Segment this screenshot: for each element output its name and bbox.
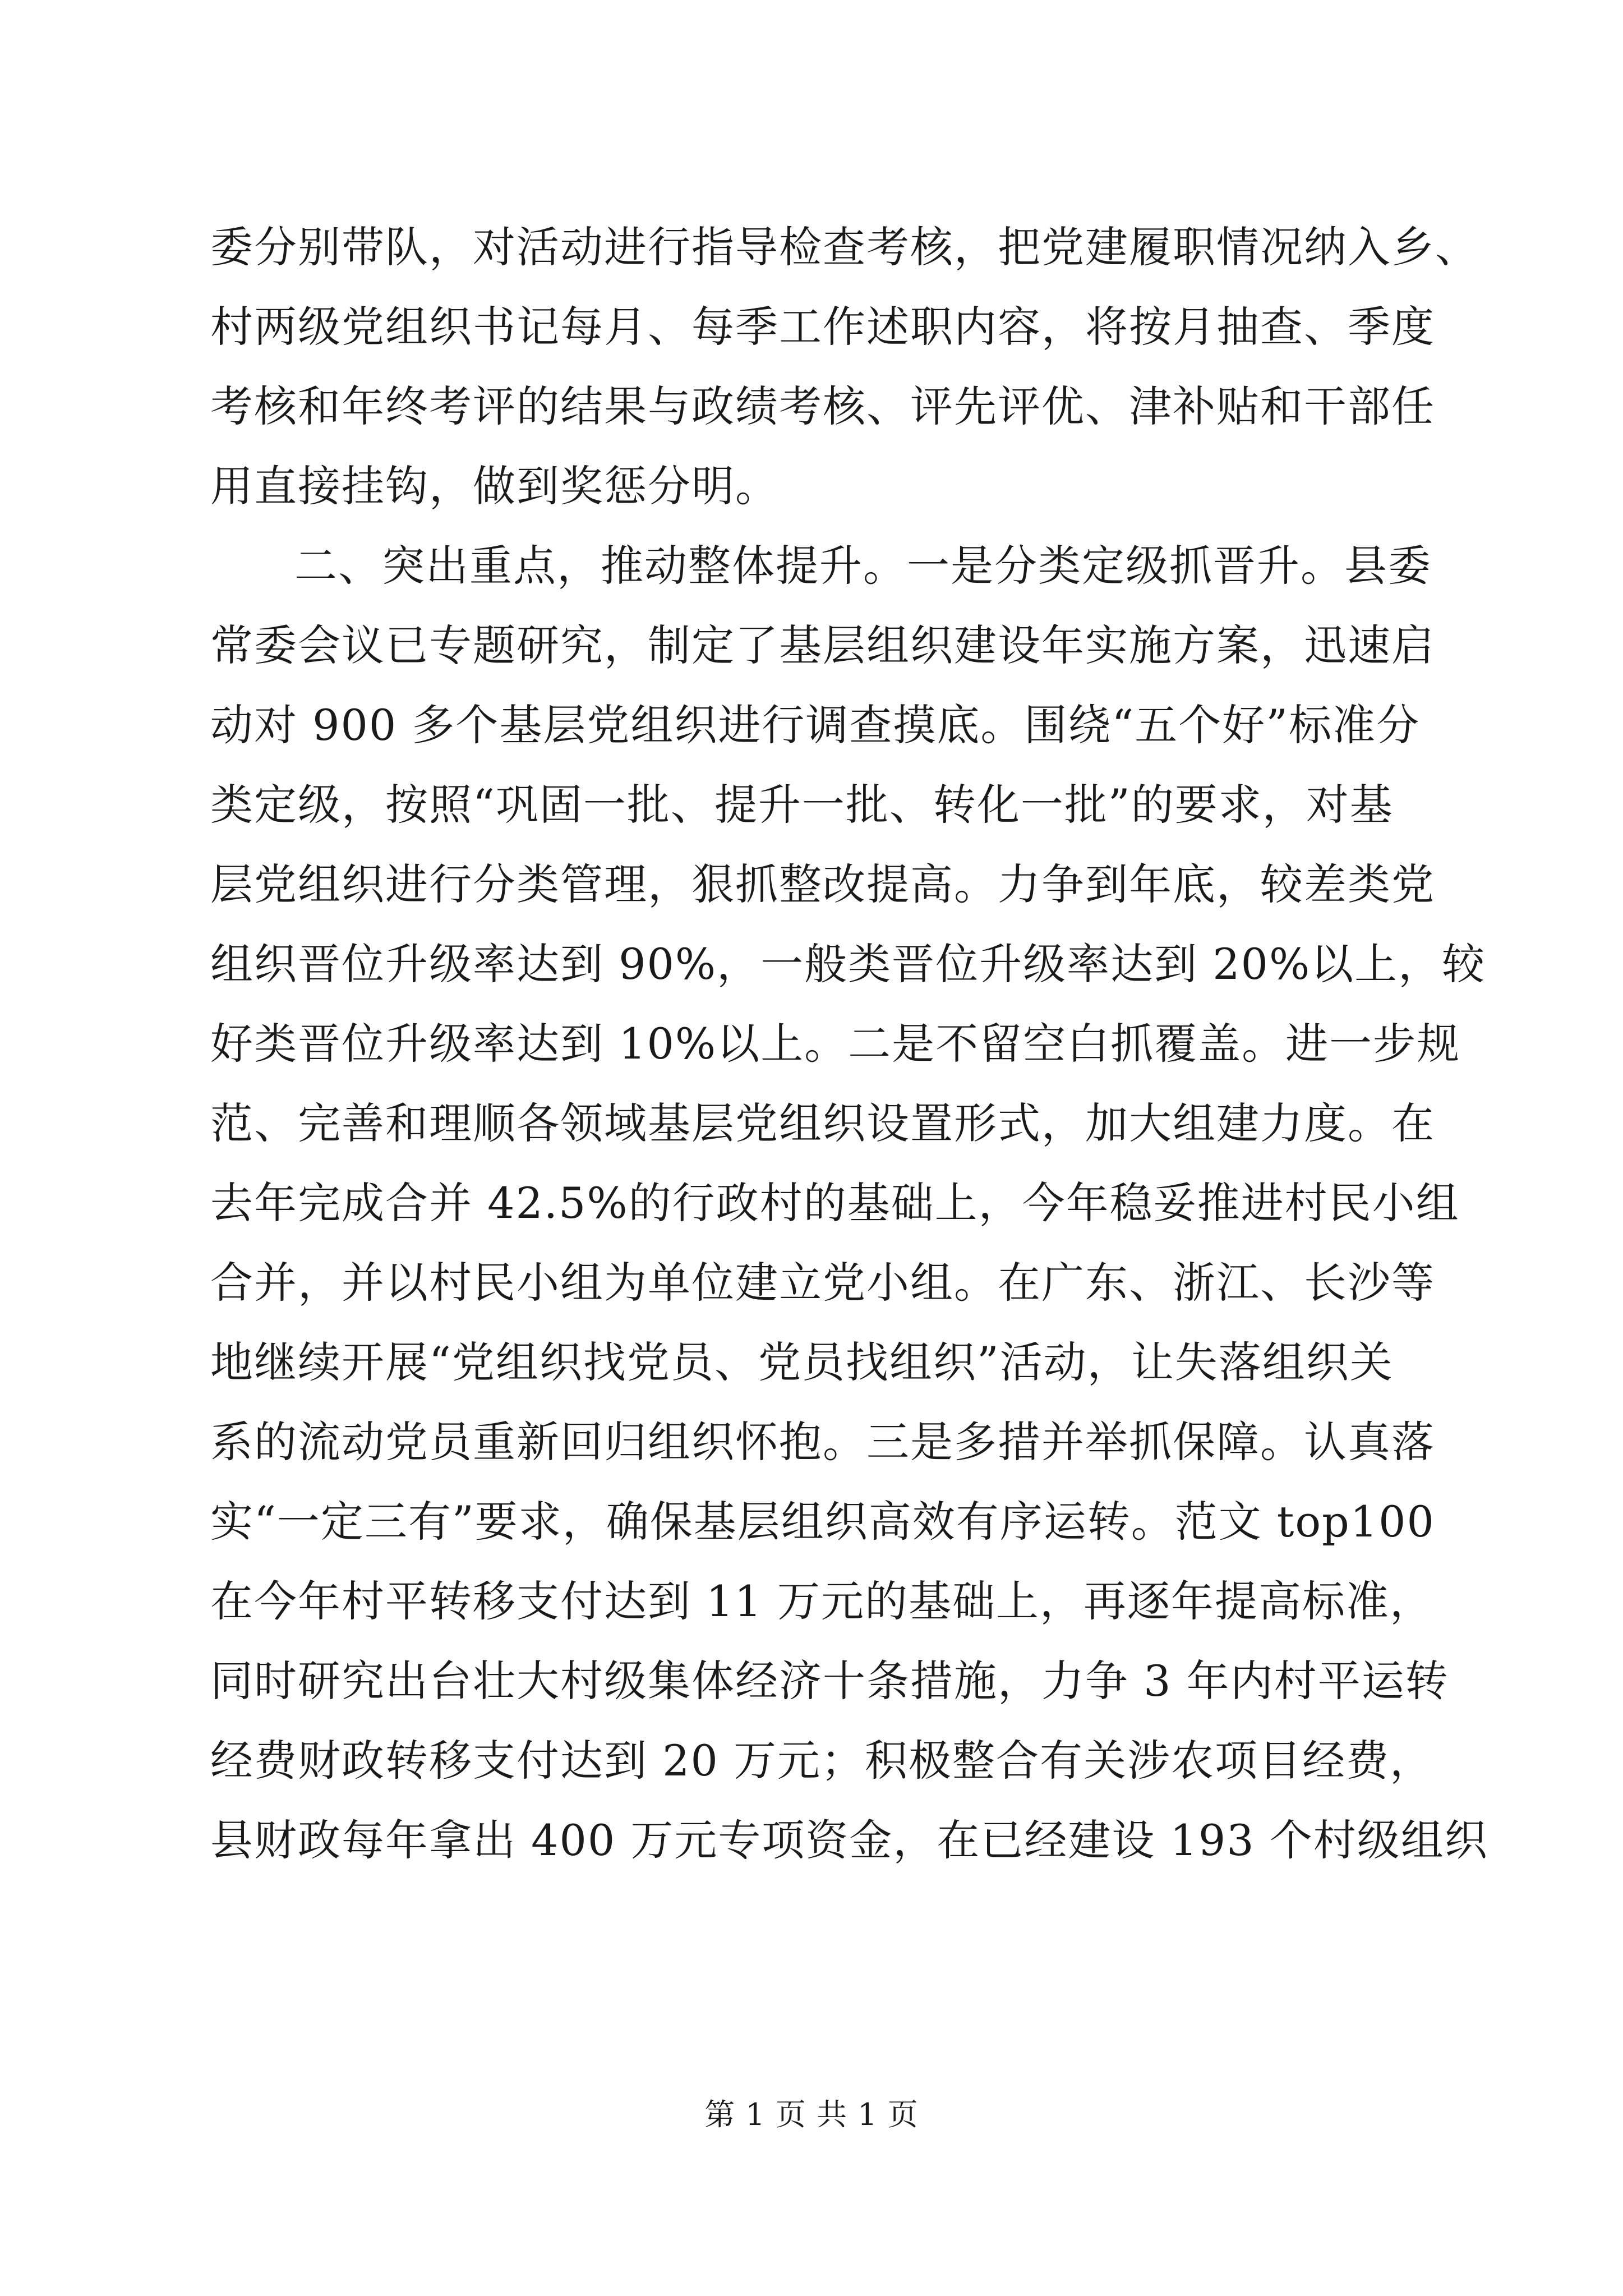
text-line: 范、完善和理顺各领域基层党组织设置形式，加大组建力度。在 [210,1098,1435,1148]
page-footer: 第 1 页 共 1 页 [704,2097,919,2132]
text-line: 县财政每年拿出 400 万元专项资金，在已经建设 193 个村级组织 [210,1815,1488,1865]
body-text [210,208,1488,1880]
text-line: 合并，并以村民小组为单位建立党小组。在广东、浙江、长沙等 [210,1258,1435,1308]
text-line: 村两级党组织书记每月、每季工作述职内容，将按月抽查、季度 [210,302,1435,352]
text-line: 经费财政转移支付达到 20 万元；积极整合有关涉农项目经费， [210,1736,1434,1786]
text-line: 实“一定三有”要求，确保基层组织高效有序运转。范文 top100 [210,1497,1435,1547]
text-line: 常委会议已专题研究，制定了基层组织建设年实施方案，迅速启 [210,620,1435,670]
text-line: 层党组织进行分类管理，狠抓整改提高。力争到年底，较差类党 [210,859,1435,909]
text-line: 类定级，按照“巩固一批、提升一批、转化一批”的要求，对基 [210,780,1394,830]
text-line: 系的流动党员重新回归组织怀抱。三是多措并举抓保障。认真落 [210,1417,1435,1467]
text-line: 同时研究出台壮大村级集体经济十条措施，力争 3 年内村平运转 [210,1656,1449,1706]
text-line: 委分别带队，对活动进行指导检查考核，把党建履职情况纳入乡、 [210,222,1479,272]
text-line: 组织晋位升级率达到 90%，一般类晋位升级率达到 20%以上，较 [210,939,1486,989]
text-line: 地继续开展“党组织找党员、党员找组织”活动，让失落组织关 [210,1337,1394,1387]
text-line: 去年完成合并 42.5%的行政村的基础上，今年稳妥推进村民小组 [210,1178,1460,1228]
text-line: 考核和年终考评的结果与政绩考核、评先评优、津补贴和干部任 [210,381,1435,431]
text-line: 用直接挂钩，做到奖惩分明。 [210,461,779,511]
paragraph-start-line: 二、突出重点，推动整体提升。一是分类定级抓晋升。县委 [294,541,1432,591]
text-line: 在今年村平转移支付达到 11 万元的基础上，再逐年提高标准， [210,1576,1434,1626]
text-line: 好类晋位升级率达到 10%以上。二是不留空白抓覆盖。进一步规 [210,1019,1461,1069]
text-line: 动对 900 多个基层党组织进行调查摸底。围绕“五个好”标准分 [210,700,1421,750]
